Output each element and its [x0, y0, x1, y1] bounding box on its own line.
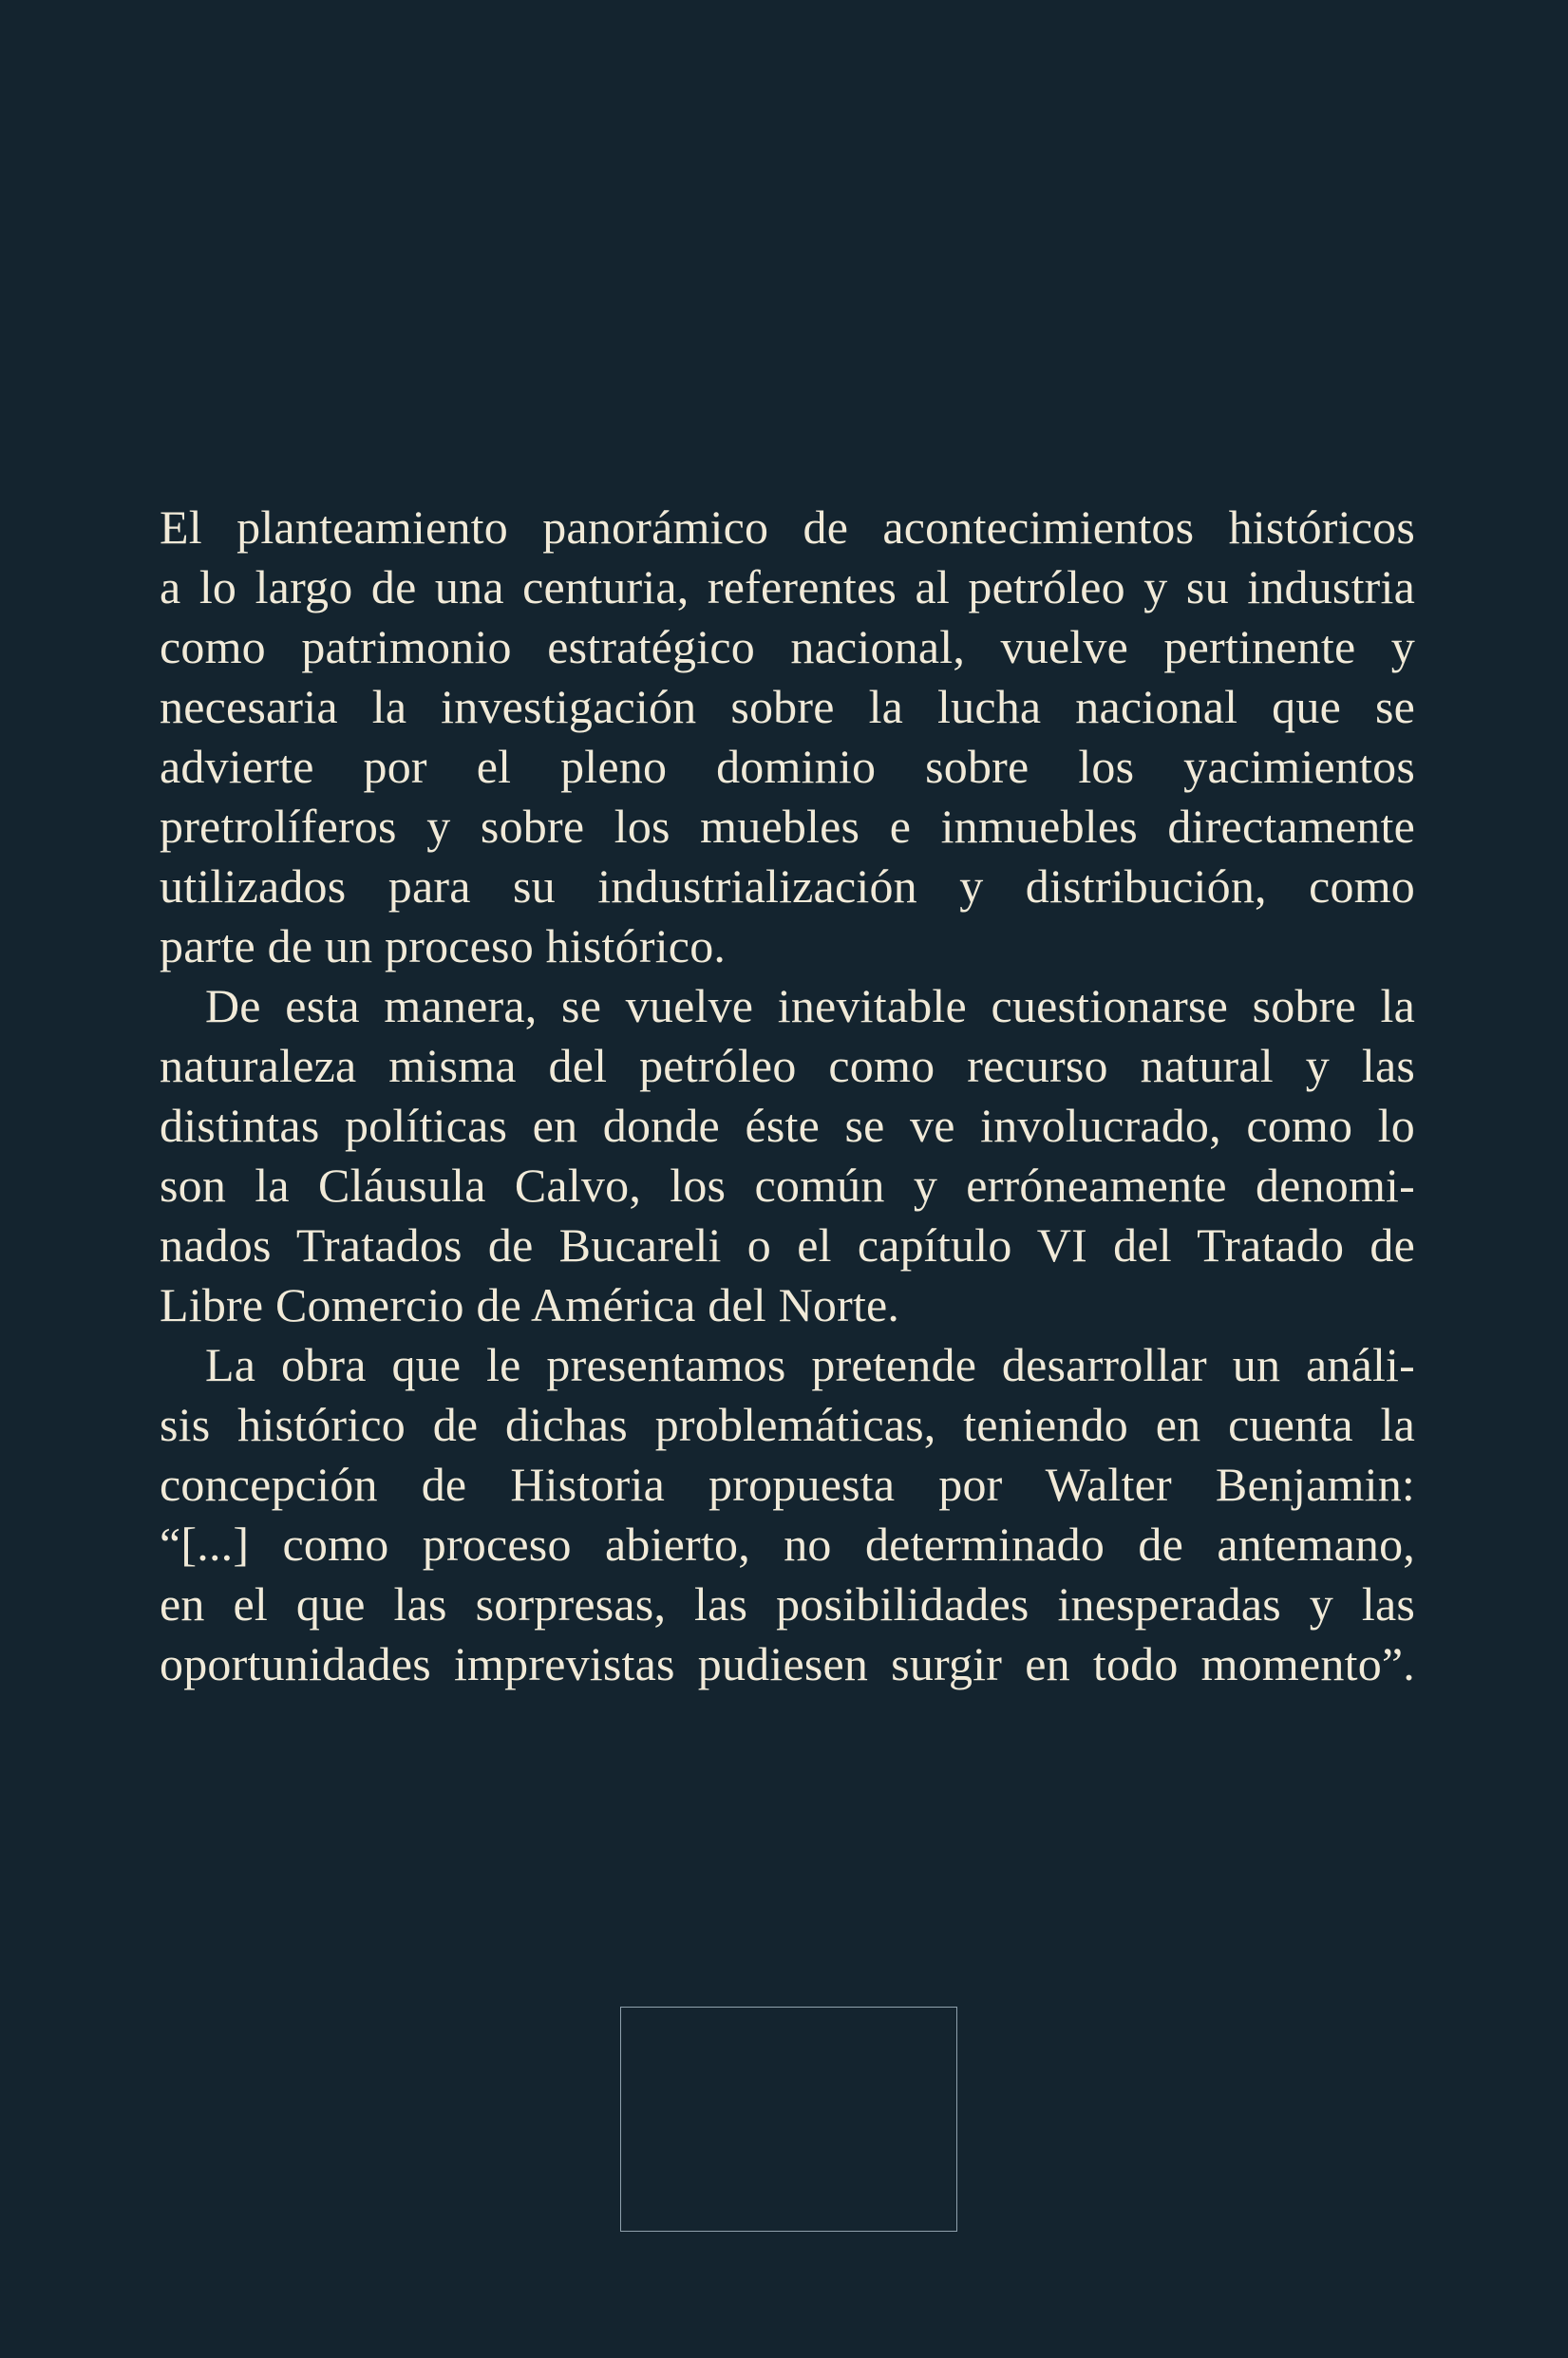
synopsis-line: oportunidades imprevistas pudiesen surgir en todo momento”.	[160, 1637, 1415, 1690]
synopsis-line: concepción de Historia propuesta por Walter Benjamin:	[160, 1458, 1415, 1511]
synopsis-line: en el que las sorpresas, las posibilidades inesperadas y las	[160, 1577, 1415, 1631]
synopsis-line: sis histórico de dichas problemáticas, teniendo en cuenta la	[160, 1398, 1415, 1451]
synopsis-line: La obra que le presentamos pretende desarrollar un análi-	[205, 1338, 1415, 1391]
synopsis-line: son la Cláusula Calvo, los común y erróneamente denomi-	[160, 1159, 1415, 1212]
synopsis-line: utilizados para su industrialización y distribución, como	[160, 859, 1415, 913]
synopsis-text-block	[160, 498, 1415, 1694]
synopsis-line: a lo largo de una centuria, referentes al petróleo y su industria	[160, 560, 1415, 613]
synopsis-line: Libre Comercio de América del Norte.	[160, 1278, 900, 1331]
synopsis-line: distintas políticas en donde éste se ve involucrado, como lo	[160, 1099, 1415, 1152]
synopsis-line: como patrimonio estratégico nacional, vuelve pertinente y	[160, 620, 1415, 673]
synopsis-line: necesaria la investigación sobre la lucha nacional que se	[160, 680, 1415, 733]
barcode-placeholder-box	[620, 2007, 957, 2232]
synopsis-line: parte de un proceso histórico.	[160, 919, 727, 972]
synopsis-line: naturaleza misma del petróleo como recurso natural y las	[160, 1039, 1415, 1092]
synopsis-line: “[...] como proceso abierto, no determinado de antemano,	[160, 1518, 1415, 1571]
synopsis-line: nados Tratados de Bucareli o el capítulo VI del Tratado de	[160, 1218, 1415, 1272]
synopsis-line: advierte por el pleno dominio sobre los yacimientos	[160, 740, 1415, 793]
synopsis-line: El planteamiento panorámico de acontecimientos históricos	[160, 500, 1415, 554]
synopsis-line: pretrolíferos y sobre los muebles e inmuebles directamente	[160, 800, 1415, 853]
synopsis-line: De esta manera, se vuelve inevitable cuestionarse sobre la	[205, 979, 1415, 1032]
